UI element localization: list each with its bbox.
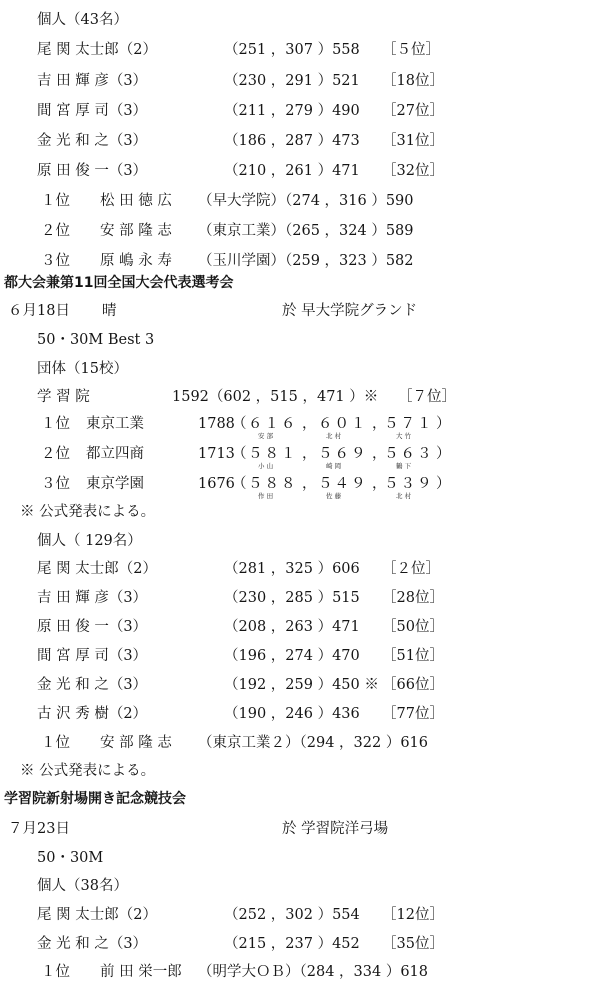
- athlete-scores: （190 ，246 ）436: [224, 706, 360, 722]
- athlete-scores: （230 ，285 ）515: [224, 590, 360, 606]
- close-paren: ）: [436, 416, 451, 432]
- winner-place: １位: [41, 193, 70, 209]
- footnote: ※ 公式発表による。: [20, 504, 156, 520]
- winner-detail: （東京工業２）（294 ，322 ）616: [198, 735, 428, 751]
- team-total: 1713: [198, 446, 235, 462]
- athlete-scores: （252 ，302 ）554: [224, 907, 360, 923]
- event-date: ７月23日: [8, 821, 70, 837]
- winner-detail: （明学大ＯＢ）（284 ，334 ）618: [198, 964, 428, 980]
- athlete-name: 尾 関 太士郎（2）: [37, 561, 157, 577]
- athlete-rank: ［35位］: [382, 936, 444, 952]
- winner-place: ３位: [41, 253, 70, 269]
- event-venue: 於 学習院洋弓場: [282, 821, 389, 837]
- member-name: 作 田: [258, 492, 274, 500]
- athlete-scores: （281 ，325 ）606: [224, 561, 360, 577]
- athlete-name: 吉 田 輝 彦（3）: [37, 73, 148, 89]
- winner-name: 安 部 隆 志: [100, 735, 172, 751]
- member-name: 鶴 下: [396, 462, 412, 470]
- member-score: ６１６: [248, 416, 298, 432]
- athlete-scores: （251 ，307 ）558: [224, 42, 360, 58]
- team-header: 団体（15校）: [37, 361, 128, 377]
- team-school: 東京学園: [86, 476, 144, 492]
- comma: ，: [372, 476, 387, 492]
- athlete-rank: ［50位］: [382, 619, 444, 635]
- member-name: 崎 岡: [326, 462, 342, 470]
- event-format: 50・30M Best 3: [37, 332, 155, 348]
- team-rank: ［７位］: [398, 389, 456, 405]
- athlete-scores: （196 ，274 ）470: [224, 648, 360, 664]
- comma: ，: [302, 476, 317, 492]
- team-school: 都立四商: [86, 446, 144, 462]
- team-total: 1676: [198, 476, 235, 492]
- athlete-name: 古 沢 秀 樹（2）: [37, 706, 148, 722]
- member-name: 大 竹: [396, 432, 412, 440]
- member-score: ５６９: [318, 446, 368, 462]
- winner-place: １位: [41, 735, 70, 751]
- athlete-name: 間 宮 厚 司（3）: [37, 103, 148, 119]
- winner-place: １位: [41, 964, 70, 980]
- athlete-name: 金 光 和 之（3）: [37, 936, 148, 952]
- team-school: 東京工業: [86, 416, 144, 432]
- athlete-rank: ［77位］: [382, 706, 444, 722]
- winner-detail: （玉川学園）（259 ，323 ）582: [198, 253, 414, 269]
- member-score: ５７１: [384, 416, 434, 432]
- winner-detail: （早大学院）（274 ，316 ）590: [198, 193, 414, 209]
- athlete-rank: ［28位］: [382, 590, 444, 606]
- athlete-scores: （192 ，259 ）450 ※: [224, 677, 379, 693]
- athlete-rank: ［18位］: [382, 73, 444, 89]
- athlete-scores: （215 ，237 ）452: [224, 936, 360, 952]
- athlete-name: 吉 田 輝 彦（3）: [37, 590, 148, 606]
- winner-place: ２位: [41, 223, 70, 239]
- event-format: 50・30M: [37, 850, 104, 866]
- section-title: 都大会兼第11回全国大会代表選考会: [4, 275, 234, 291]
- indiv-header: 個人（38名）: [37, 878, 128, 894]
- winner-name: 原 嶋 永 寿: [100, 253, 172, 269]
- event-venue: 於 早大学院グランド: [282, 303, 418, 319]
- athlete-name: 原 田 俊 一（3）: [37, 619, 148, 635]
- athlete-name: 金 光 和 之（3）: [37, 677, 148, 693]
- member-name: 小 山: [258, 462, 274, 470]
- athlete-rank: ［２位］: [382, 561, 440, 577]
- open-paren: （: [232, 416, 247, 432]
- winner-name: 安 部 隆 志: [100, 223, 172, 239]
- member-name: 安 部: [258, 432, 274, 440]
- close-paren: ）: [436, 476, 451, 492]
- athlete-name: 尾 関 太士郎（2）: [37, 42, 157, 58]
- athlete-rank: ［31位］: [382, 133, 444, 149]
- member-score: ５８８: [248, 476, 298, 492]
- footnote: ※ 公式発表による。: [20, 763, 156, 779]
- team-place: ３位: [41, 476, 70, 492]
- athlete-rank: ［12位］: [382, 907, 444, 923]
- winner-name: 前 田 栄一郎: [100, 964, 182, 980]
- open-paren: （: [232, 476, 247, 492]
- member-score: ６０１: [318, 416, 368, 432]
- team-place: １位: [41, 416, 70, 432]
- athlete-name: 尾 関 太士郎（2）: [37, 907, 157, 923]
- open-paren: （: [232, 446, 247, 462]
- athlete-scores: （230 ，291 ）521: [224, 73, 360, 89]
- comma: ，: [372, 446, 387, 462]
- close-paren: ）: [436, 446, 451, 462]
- team-score: 1592（602 ，515 ，471 ）※: [172, 389, 379, 405]
- athlete-rank: ［66位］: [382, 677, 444, 693]
- athlete-name: 間 宮 厚 司（3）: [37, 648, 148, 664]
- comma: ，: [372, 416, 387, 432]
- section-title: 学習院新射場開き記念競技会: [4, 791, 186, 807]
- athlete-name: 金 光 和 之（3）: [37, 133, 148, 149]
- athlete-scores: （186 ，287 ）473: [224, 133, 360, 149]
- block1-header: 個人（43名）: [37, 12, 128, 28]
- event-weather: 晴: [102, 303, 117, 319]
- comma: ，: [302, 446, 317, 462]
- athlete-name: 原 田 俊 一（3）: [37, 163, 148, 179]
- member-score: ５３９: [384, 476, 434, 492]
- athlete-rank: ［５位］: [382, 42, 440, 58]
- event-date: ６月18日: [8, 303, 70, 319]
- team-name: 学 習 院: [37, 389, 90, 405]
- member-score: ５４９: [318, 476, 368, 492]
- athlete-scores: （211 ，279 ）490: [224, 103, 360, 119]
- team-total: 1788: [198, 416, 235, 432]
- winner-name: 松 田 徳 広: [100, 193, 172, 209]
- indiv-header: 個人（ 129名）: [37, 533, 142, 549]
- member-name: 北 村: [326, 432, 342, 440]
- member-score: ５８１: [248, 446, 298, 462]
- winner-detail: （東京工業）（265 ，324 ）589: [198, 223, 414, 239]
- team-place: ２位: [41, 446, 70, 462]
- member-score: ５６３: [384, 446, 434, 462]
- athlete-rank: ［51位］: [382, 648, 444, 664]
- member-name: 北 村: [396, 492, 412, 500]
- athlete-rank: ［27位］: [382, 103, 444, 119]
- comma: ，: [302, 416, 317, 432]
- member-name: 佐 藤: [326, 492, 342, 500]
- athlete-rank: ［32位］: [382, 163, 444, 179]
- athlete-scores: （208 ，263 ）471: [224, 619, 360, 635]
- athlete-scores: （210 ，261 ）471: [224, 163, 360, 179]
